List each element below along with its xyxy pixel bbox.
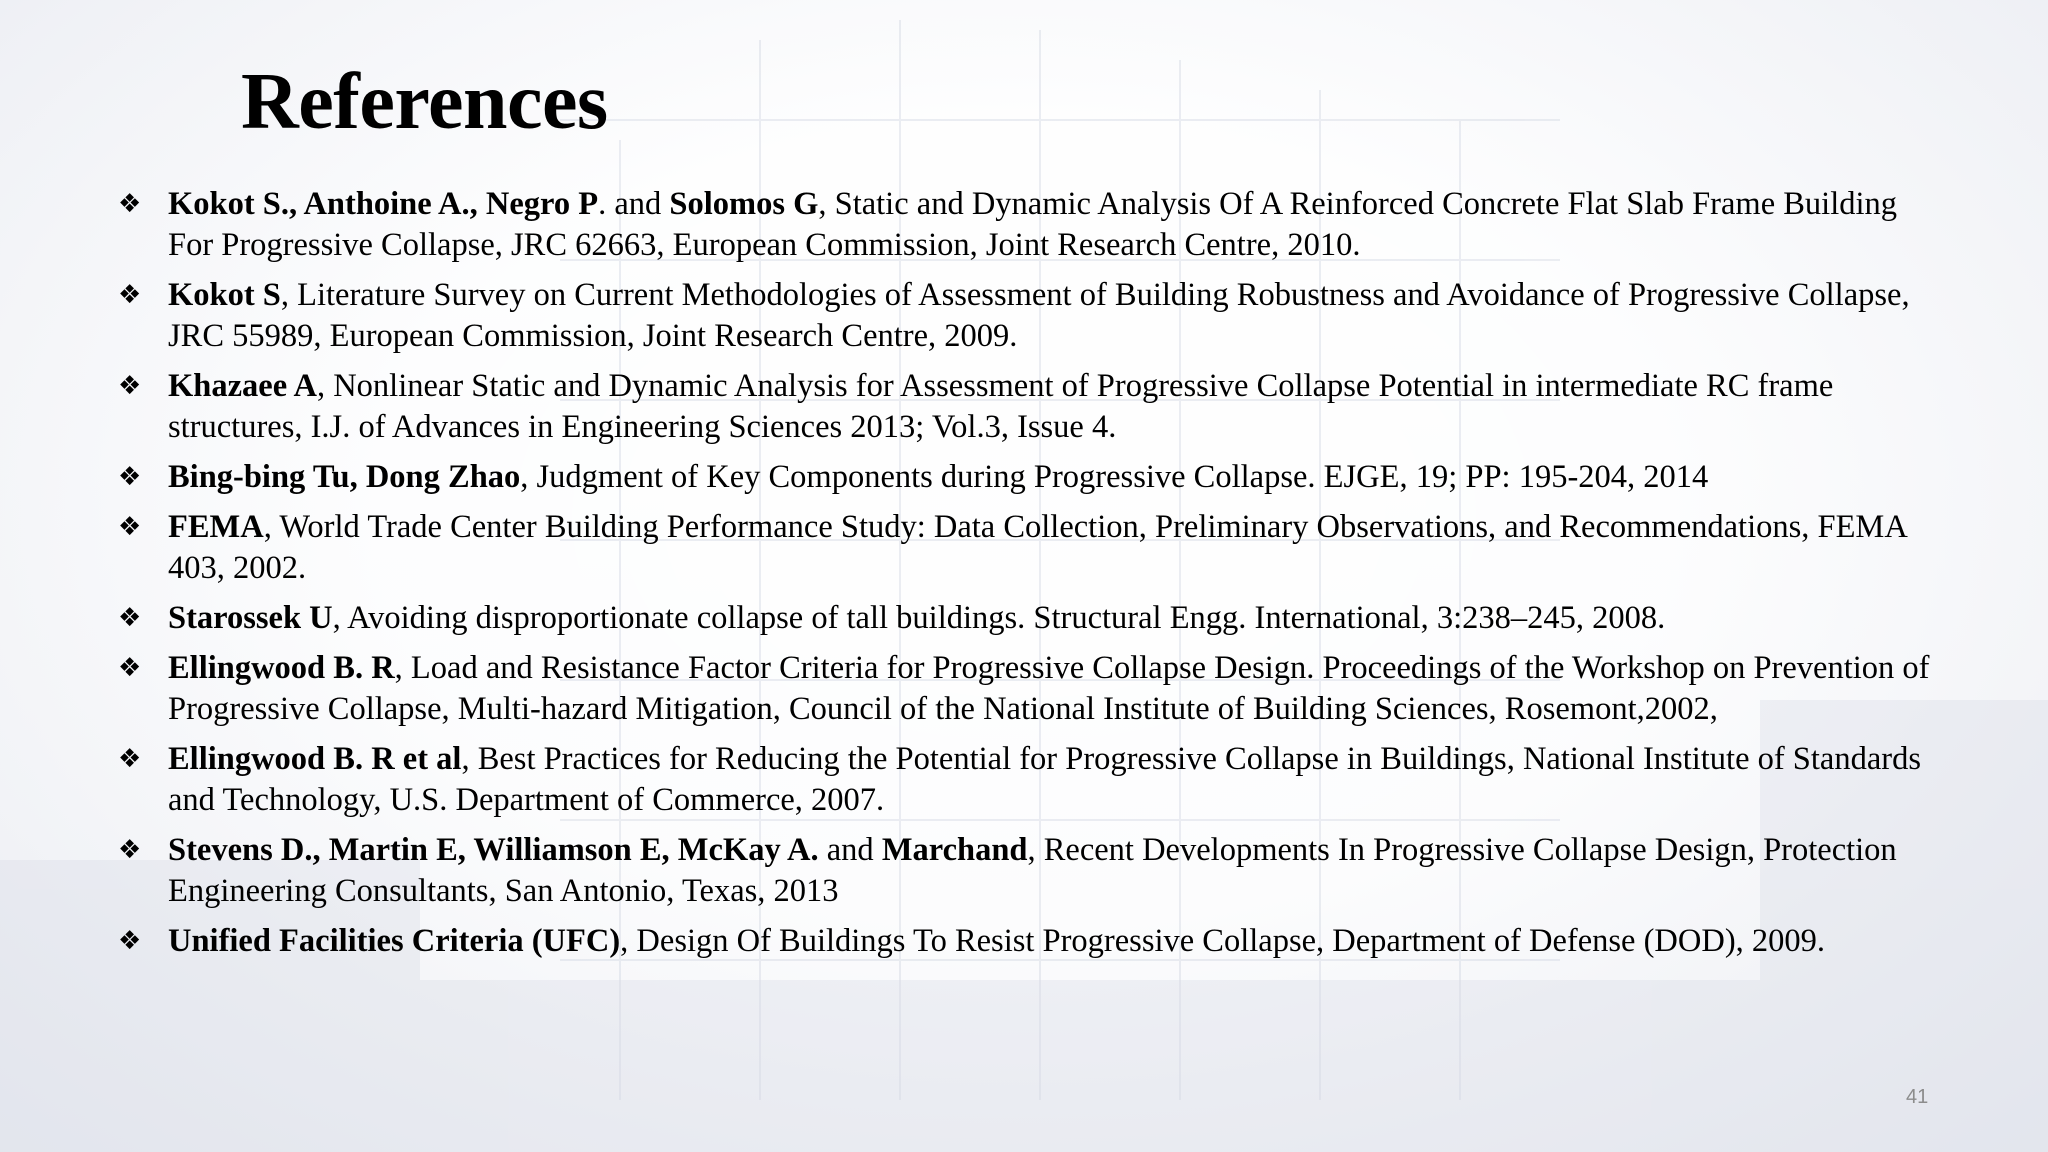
- diamond-bullet-icon: ❖: [118, 462, 142, 492]
- reference-item: [118, 921, 1938, 962]
- reference-text: and: [818, 832, 882, 868]
- diamond-bullet-icon: ❖: [118, 371, 142, 401]
- reference-authors: Bing-bing Tu, Dong Zhao: [168, 459, 521, 495]
- reference-item: [118, 184, 1938, 266]
- reference-text: , Judgment of Key Components during Progressive Collapse. EJGE, 19; PP: 195-204, 2014: [520, 459, 1709, 495]
- diamond-bullet-icon: ❖: [118, 926, 142, 956]
- diamond-bullet-icon: ❖: [118, 835, 142, 865]
- slide-page-number: 41: [1906, 1086, 1929, 1108]
- reference-authors: Solomos G: [669, 186, 819, 222]
- page-title: References: [241, 58, 608, 146]
- reference-authors: Starossek U: [168, 600, 333, 636]
- reference-text: , Design Of Buildings To Resist Progressive Collapse, Department of Defense (DOD), 2009.: [620, 923, 1826, 959]
- reference-text: , Recent Developments In Progressive Collapse Design, Protection Engineering Consultants, San Antonio, Texas, 2013: [168, 832, 1897, 909]
- reference-authors: Stevens D., Martin E, Williamson E, McKay A.: [168, 832, 819, 868]
- reference-authors: FEMA: [168, 509, 264, 545]
- reference-text: , Avoiding disproportionate collapse of tall buildings. Structural Engg. International, 3:238–245, 2008.: [332, 600, 1666, 636]
- reference-authors: Marchand: [881, 832, 1028, 868]
- diamond-bullet-icon: ❖: [118, 280, 142, 310]
- reference-item: [118, 366, 1938, 448]
- reference-text: , Literature Survey on Current Methodologies of Assessment of Building Robustness and Avoidance of Progressive Collapse, JRC 55989, European Commission, Joint Research Centre, 2009.: [168, 277, 1910, 354]
- reference-text: , World Trade Center Building Performance Study: Data Collection, Preliminary Observations, and Recommendations, FEMA 403, 2002.: [168, 509, 1907, 586]
- reference-item: [118, 739, 1938, 821]
- reference-item: [118, 457, 1938, 498]
- reference-item: [118, 648, 1938, 730]
- reference-item: [118, 275, 1938, 357]
- reference-authors: Kokot S: [168, 277, 281, 313]
- diamond-bullet-icon: ❖: [118, 603, 142, 633]
- reference-authors: Ellingwood B. R et al: [168, 741, 462, 777]
- diamond-bullet-icon: ❖: [118, 744, 142, 774]
- reference-text: , Nonlinear Static and Dynamic Analysis for Assessment of Progressive Collapse Potential in intermediate RC frame structures, I.J. of Advances in Engineering Sciences 2013; Vol.3, Issue 4.: [168, 368, 1834, 445]
- reference-authors: Kokot S., Anthoine A., Negro P: [168, 186, 599, 222]
- reference-text: , Load and Resistance Factor Criteria for Progressive Collapse Design. Proceedings of the Workshop on Prevention of Progressive Collapse, Multi-hazard Mitigation, Council of the National Institute of Building Sciences, Rosemont,2002,: [168, 650, 1930, 727]
- reference-item: [118, 830, 1938, 912]
- reference-text: , Best Practices for Reducing the Potential for Progressive Collapse in Buildings, National Institute of Standards and Technology, U.S. Department of Commerce, 2007.: [168, 741, 1921, 818]
- references-list: [118, 184, 1938, 971]
- diamond-bullet-icon: ❖: [118, 189, 142, 219]
- diamond-bullet-icon: ❖: [118, 653, 142, 683]
- reference-authors: Khazaee A: [168, 368, 317, 404]
- reference-item: [118, 598, 1938, 639]
- diamond-bullet-icon: ❖: [118, 512, 142, 542]
- reference-item: [118, 507, 1938, 589]
- reference-text: , Static and Dynamic Analysis Of A Reinforced Concrete Flat Slab Frame Building For Progressive Collapse, JRC 62663, European Commission, Joint Research Centre, 2010.: [168, 186, 1898, 263]
- reference-authors: Ellingwood B. R: [168, 650, 395, 686]
- reference-authors: Unified Facilities Criteria (UFC): [168, 923, 621, 959]
- reference-text: . and: [598, 186, 670, 222]
